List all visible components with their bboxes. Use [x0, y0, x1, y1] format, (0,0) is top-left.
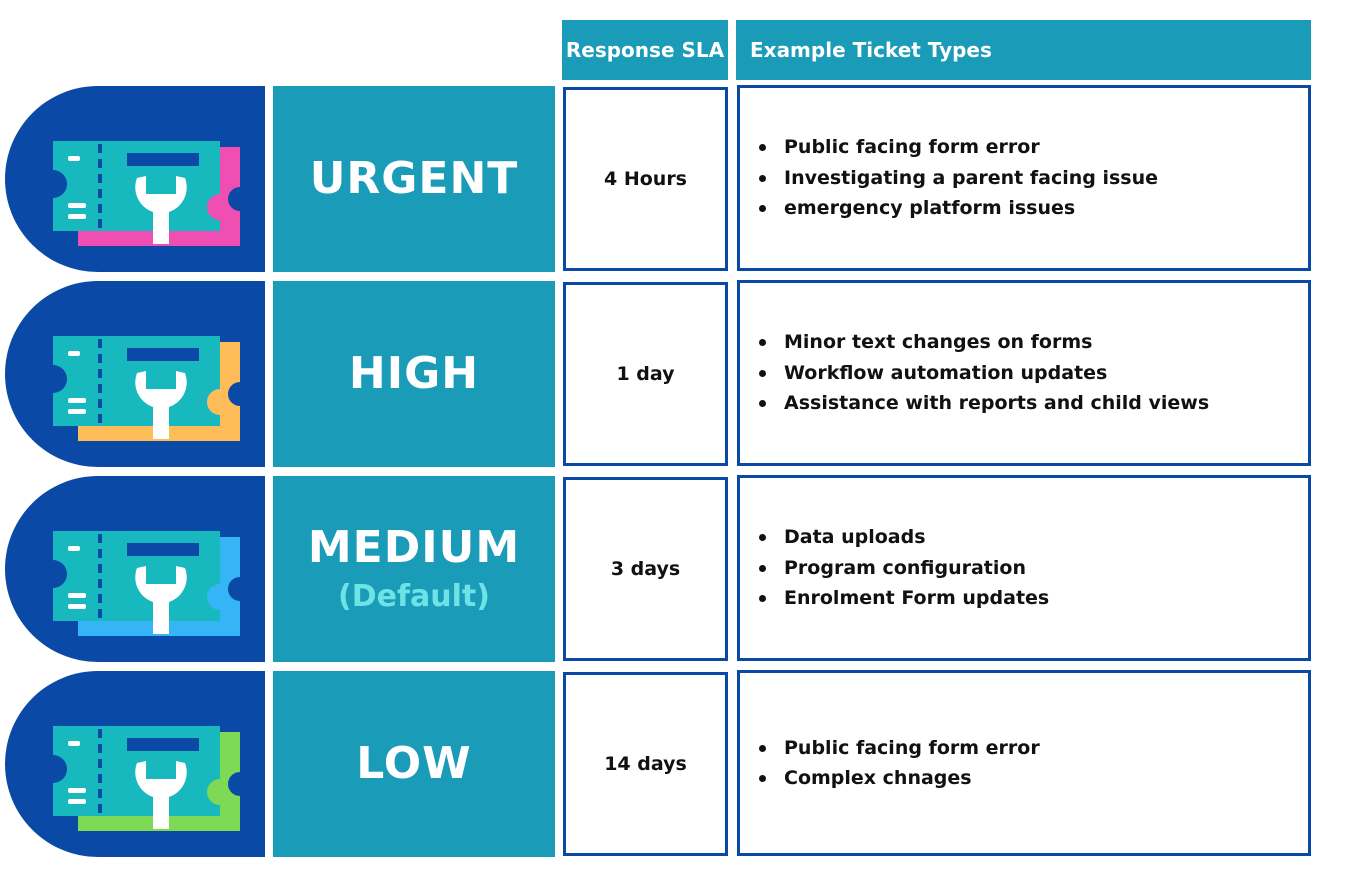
response-sla-header: Response SLA: [562, 20, 728, 80]
ticket-types-list: [740, 132, 1158, 224]
ticket-type-item: emergency platform issues: [784, 193, 1158, 224]
response-sla-value: 3 days: [563, 477, 728, 661]
ticket-types-list: [740, 327, 1209, 419]
priority-label: URGENT: [309, 152, 519, 204]
priority-box: [273, 476, 555, 662]
ticket-wrench-icon: [50, 331, 250, 446]
example-ticket-types-box: [737, 670, 1311, 856]
ticket-wrench-icon: [50, 136, 250, 251]
ticket-icon-panel: [5, 671, 265, 857]
priority-sub-label: (Default): [338, 578, 490, 614]
response-sla-value: 14 days: [563, 672, 728, 856]
ticket-type-item: Enrolment Form updates: [784, 583, 1049, 614]
priority-row-medium: [0, 476, 1348, 666]
priority-box: [273, 281, 555, 467]
ticket-type-item: Workflow automation updates: [784, 358, 1209, 389]
ticket-icon-panel: [5, 86, 265, 272]
example-ticket-types-box: [737, 475, 1311, 661]
ticket-type-item: Program configuration: [784, 553, 1049, 584]
ticket-wrench-icon: [50, 721, 250, 836]
ticket-types-list: [740, 522, 1049, 614]
example-ticket-types-box: [737, 85, 1311, 271]
ticket-type-item: Public facing form error: [784, 132, 1158, 163]
ticket-icon-panel: [5, 281, 265, 467]
example-ticket-types-box: [737, 280, 1311, 466]
ticket-type-item: Investigating a parent facing issue: [784, 163, 1158, 194]
priority-row-high: [0, 281, 1348, 471]
ticket-type-item: Complex chnages: [784, 763, 1040, 794]
priority-label: MEDIUM: [307, 522, 521, 574]
priority-box: [273, 671, 555, 857]
ticket-wrench-icon: [50, 526, 250, 641]
response-sla-value: 1 day: [563, 282, 728, 466]
priority-box: [273, 86, 555, 272]
priority-row-low: [0, 671, 1348, 861]
priority-row-urgent: [0, 86, 1348, 276]
ticket-type-item: Assistance with reports and child views: [784, 388, 1209, 419]
priority-label: HIGH: [348, 347, 480, 399]
ticket-icon-panel: [5, 476, 265, 662]
ticket-type-item: Minor text changes on forms: [784, 327, 1209, 358]
ticket-type-item: Data uploads: [784, 522, 1049, 553]
response-sla-value: 4 Hours: [563, 87, 728, 271]
example-ticket-types-header: Example Ticket Types: [736, 20, 1311, 80]
ticket-types-list: [740, 733, 1040, 794]
ticket-type-item: Public facing form error: [784, 733, 1040, 764]
priority-label: LOW: [356, 737, 472, 789]
